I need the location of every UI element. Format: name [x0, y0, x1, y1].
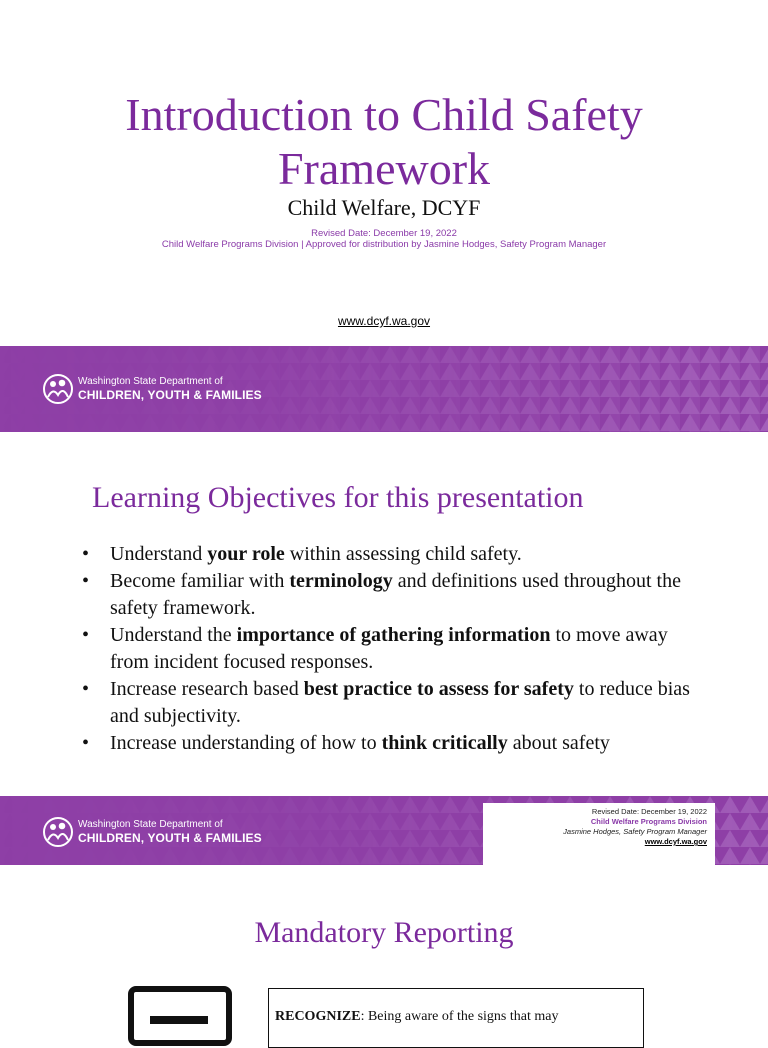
slide-subtitle: Child Welfare, DCYF	[287, 195, 481, 220]
dcyf-logo	[42, 373, 262, 405]
recognize-box	[268, 988, 644, 1048]
website-link[interactable]: www.dcyf.wa.gov	[337, 314, 431, 328]
objectives-slide	[0, 433, 768, 865]
info-url-link[interactable]: www.dcyf.wa.gov	[644, 837, 707, 846]
info-manager: Jasmine Hodges, Safety Program Manager	[563, 827, 707, 836]
logo-line-1: Washington State Department of	[78, 376, 223, 387]
recognize-text: : Being aware of the signs that may	[360, 1009, 559, 1024]
list-item: • Understand the importance of gathering information to move away from incident focused responses.	[80, 622, 700, 676]
info-division: Child Welfare Programs Division	[590, 817, 707, 826]
revision-info-box	[483, 803, 715, 865]
mandatory-reporting-slide	[0, 866, 768, 1024]
revised-date: Revised Date: December 19, 2022	[311, 228, 457, 239]
reporting-title: Mandatory Reporting	[254, 916, 514, 949]
objectives-list	[80, 541, 700, 757]
logo-line-2: CHILDREN, YOUTH & FAMILIES	[78, 388, 262, 402]
title-line-2: Framework	[277, 143, 491, 194]
brand-band	[0, 346, 768, 432]
title-line-1: Introduction to Child Safety	[125, 89, 643, 140]
objectives-title: Learning Objectives for this presentation	[92, 481, 584, 514]
recognize-label: RECOGNIZE	[275, 1009, 361, 1024]
list-item: • Become familiar with terminology and definitions used throughout the safety framework.	[80, 568, 700, 622]
logo-line-1: Washington State Department of	[78, 819, 223, 830]
dcyf-logo-icon	[42, 816, 74, 848]
title-slide	[0, 0, 768, 432]
list-item: • Increase understanding of how to think critically about safety	[80, 730, 700, 757]
dcyf-logo	[42, 816, 262, 848]
dcyf-logo-icon	[42, 373, 74, 405]
list-item: • Increase research based best practice to assess for safety to reduce bias and subjectivity.	[80, 676, 700, 730]
division-approval: Child Welfare Programs Division | Approved for distribution by Jasmine Hodges, Safety Program Manager	[161, 239, 607, 250]
logo-line-2: CHILDREN, YOUTH & FAMILIES	[78, 831, 262, 845]
slide-title	[0, 88, 768, 196]
list-item: • Understand your role within assessing child safety.	[80, 541, 700, 568]
monitor-icon	[128, 986, 232, 1046]
info-revised: Revised Date: December 19, 2022	[591, 807, 707, 816]
